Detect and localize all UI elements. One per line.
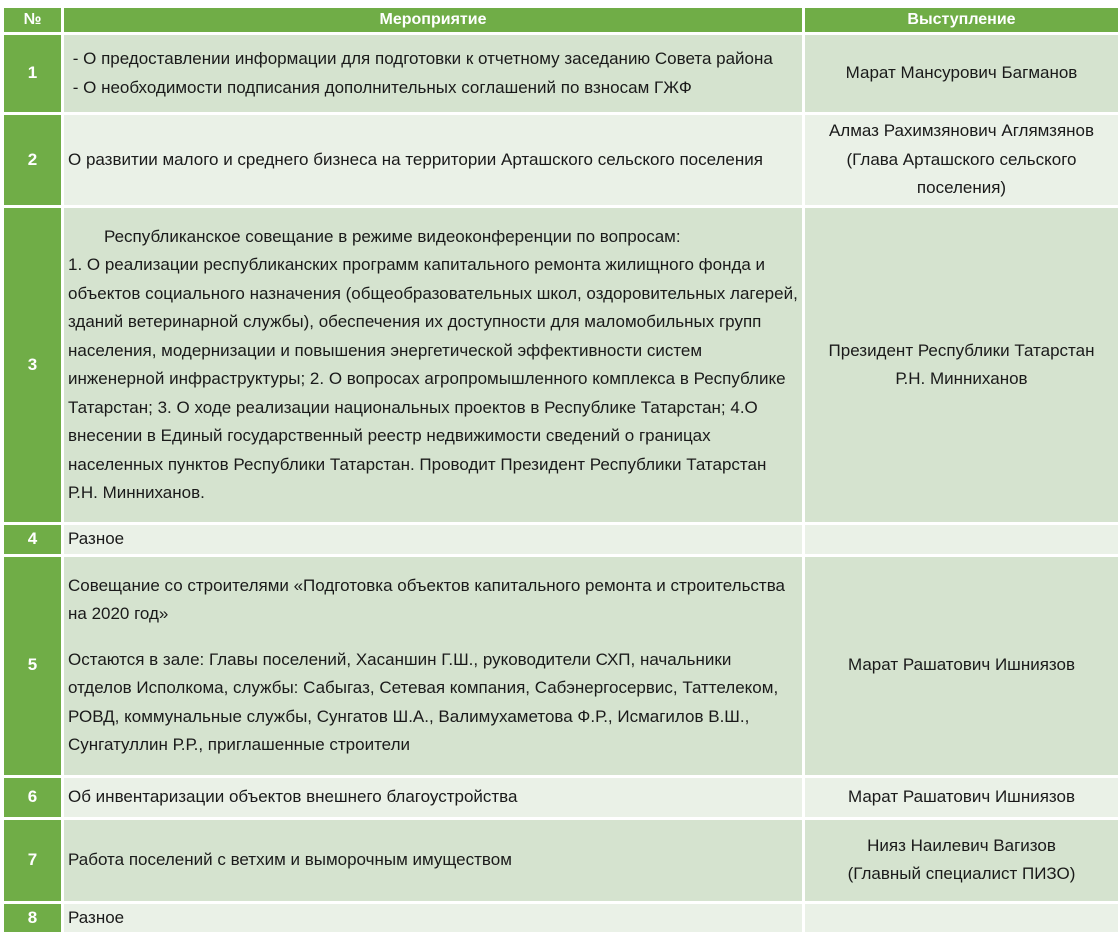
table-row (4, 778, 1118, 817)
speaker-line: Президент Республики Татарстан (828, 340, 1095, 360)
row-number: 6 (4, 778, 61, 817)
agenda-table (1, 5, 1120, 935)
event-line: Работа поселений с ветхим и выморочным имуществом (68, 849, 512, 869)
speaker-cell (805, 115, 1118, 205)
speaker-cell (805, 525, 1118, 554)
event-cell (64, 557, 802, 775)
row-number: 3 (4, 208, 61, 522)
table-row (4, 208, 1118, 522)
event-line: Разное (68, 907, 125, 927)
speaker-line: Алмаз Рахимзянович Аглямзянов (828, 121, 1095, 141)
table-row (4, 525, 1118, 554)
speaker-line: Марат Рашатович Ишниязов (848, 786, 1075, 806)
event-line: - О предоставлении информации для подготовки к отчетному заседанию Совета района (68, 49, 773, 68)
event-cell (64, 778, 802, 817)
header-speaker: Выступление (805, 8, 1118, 32)
speaker-cell (805, 557, 1118, 775)
header-num: № (4, 8, 61, 32)
event-cell (64, 115, 802, 205)
event-cell (64, 35, 802, 112)
table-row (4, 820, 1118, 901)
speaker-line: Марат Мансурович Багманов (845, 63, 1078, 83)
speaker-cell (805, 820, 1118, 901)
table-row (4, 115, 1118, 205)
row-number: 1 (4, 35, 61, 112)
event-cell (64, 904, 802, 933)
speaker-cell (805, 904, 1118, 933)
event-line: Разное (68, 529, 125, 548)
event-line: Остаются в зале: Главы поселений, Хасаншин Г.Ш., руководители СХП, начальники отделов Исполкома, службы: Сабыгаз, Сетевая компания, Сабэнергосервис, Таттелеком, РОВД, коммунальные службы, Сунгатов Ш.А., Валимухаметова Ф.Р., Исмагилов В.Ш., Сунгатуллин Р.Р., приглашенные строители (68, 649, 783, 754)
speaker-line: Нияз Наилевич Вагизов (867, 835, 1056, 855)
event-cell (64, 820, 802, 901)
table-row (4, 35, 1118, 112)
event-line: Совещание со строителями «Подготовка объектов капитального ремонта и строительства на 2020 год» (68, 575, 790, 623)
speaker-line: (Глава Арташского сельского поселения) (846, 149, 1082, 198)
speaker-line: Марат Рашатович Ишниязов (848, 655, 1075, 675)
speaker-line: Р.Н. Минниханов (895, 369, 1028, 388)
table-row (4, 557, 1118, 775)
event-cell (64, 208, 802, 522)
row-number: 7 (4, 820, 61, 901)
paragraph-gap (68, 629, 798, 646)
event-line: - О необходимости подписания дополнительных соглашений по взносам ГЖФ (68, 77, 692, 97)
event-line: 1. О реализации республиканских программ капитального ремонта жилищного фонда и объектов социального назначения (общеобразовательных школ, оздоровительных лагерей, зданий ветеринарной службы), обеспечения их доступности для маломобильных групп населения, модернизации и повышения энергетической эффективности систем инженерной инфраструктуры; 2. О вопросах агропромышленного комплекса в Республике Татарстан; 3. О ходе реализации национальных проектов в Республике Татарстан; 4.О внесении в Единый государственный реестр недвижимости сведений о границах населенных пунктов Республики Татарстан. Проводит Президент Республики Татарстан Р.Н. Минниханов. (68, 255, 803, 502)
row-number: 2 (4, 115, 61, 205)
row-number: 8 (4, 904, 61, 933)
table-row (4, 904, 1118, 933)
speaker-cell (805, 35, 1118, 112)
event-line: О развитии малого и среднего бизнеса на территории Арташского сельского поселения (68, 149, 763, 169)
speaker-cell (805, 208, 1118, 522)
event-line: Об инвентаризации объектов внешнего благоустройства (68, 786, 518, 806)
header-event: Мероприятие (64, 8, 802, 32)
row-number: 4 (4, 525, 61, 554)
speaker-cell (805, 778, 1118, 817)
row-number: 5 (4, 557, 61, 775)
speaker-line: (Главный специалист ПИЗО) (847, 864, 1076, 883)
event-cell (64, 525, 802, 554)
event-line: Республиканское совещание в режиме видеоконференции по вопросам: (104, 226, 681, 246)
header-row (4, 8, 1118, 32)
